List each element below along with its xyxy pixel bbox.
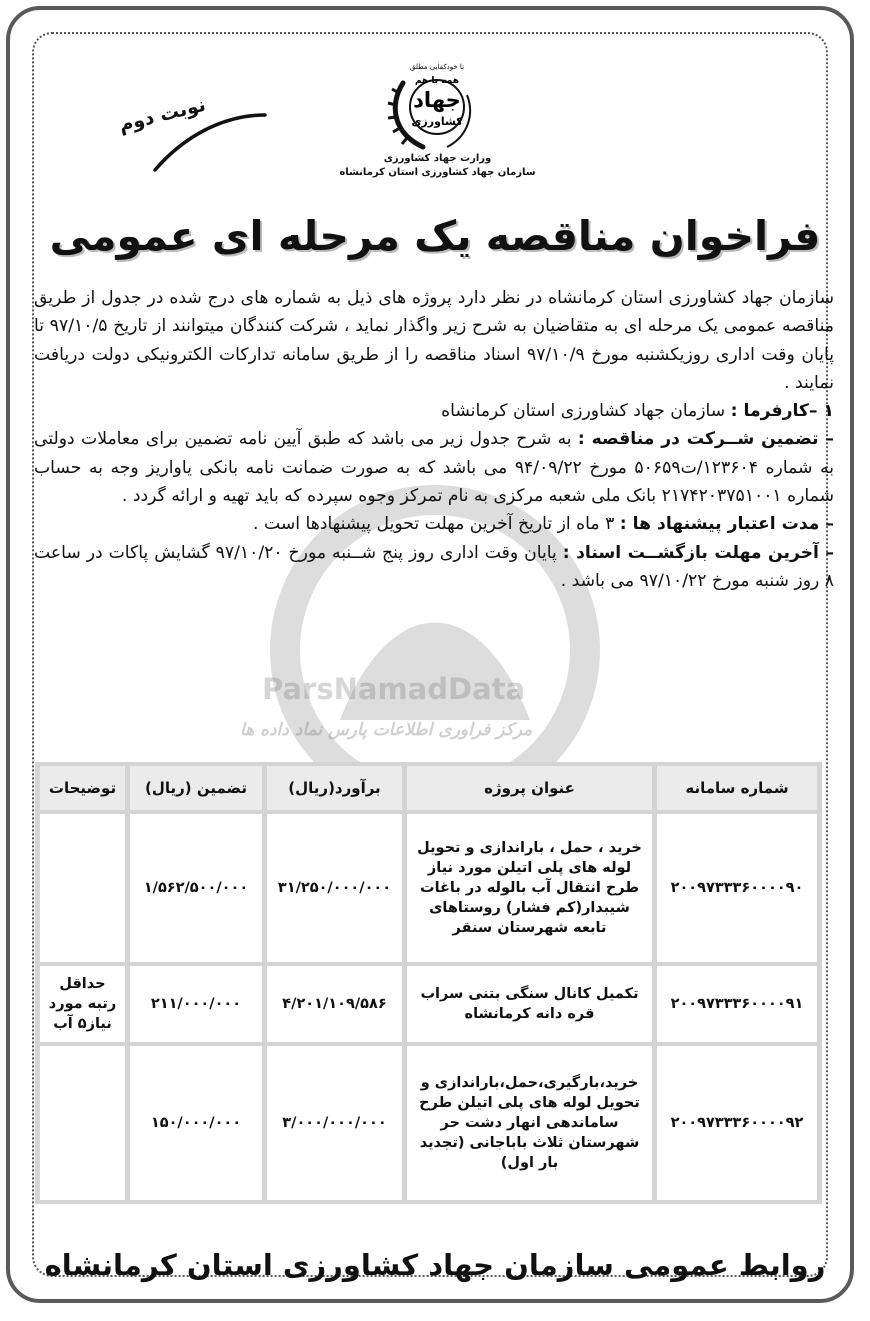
header-number: شماره سامانه <box>657 766 817 810</box>
page-title: فراخوان مناقصه یک مرحله ای عمومی <box>49 212 821 260</box>
logo-top-text: تا خودکفایی مطلق <box>409 63 465 71</box>
cell-guarantee: ۱/۵۶۲/۵۰۰/۰۰۰ <box>130 814 262 962</box>
section-text: سازمان جهاد کشاورزی استان کرمانشاه <box>441 401 731 422</box>
section-validity <box>34 510 834 538</box>
cell-estimate: ۳/۰۰۰/۰۰۰/۰۰۰ <box>267 1046 402 1200</box>
logo-word2: کشاورزی <box>411 115 463 128</box>
cell-number: ۲۰۰۹۷۳۳۳۶۰۰۰۰۹۱ <box>657 966 817 1042</box>
header-title: عنوان پروژه <box>407 766 652 810</box>
note-underline <box>115 85 275 175</box>
section-label: – مدت اعتبار پیشنهاد ها : <box>619 514 834 535</box>
header-estimate: برآورد(ریال) <box>267 766 402 810</box>
tender-table <box>35 762 822 1204</box>
section-label: – آخرین مهلت بازگشــت اسناد : <box>562 542 834 563</box>
cell-number: ۲۰۰۹۷۳۳۳۶۰۰۰۰۹۰ <box>657 814 817 962</box>
section-text: ۳ ماه از تاریخ آخرین مهلت تحویل پیشنهادها است . <box>253 514 620 535</box>
cell-notes <box>40 814 125 962</box>
cell-title: خرید ، حمل ، باراندازی و تحویل لوله های پلی اتیلن مورد نیاز طرح انتقال آب بالوله در باغات شیبدار(کم فشار) روستاهای تابعه شهرستان سنقر <box>407 814 652 962</box>
table-row <box>40 1046 817 1200</box>
header-notes: توضیحات <box>40 766 125 810</box>
announcement-body <box>34 284 834 595</box>
section-text: به شرح جدول زیر می باشد که طبق آیین نامه تضمین برای معاملات دولتی به شماره ۱۲۳۶۰۴/ت۵۰۶۵۹ مورخ ۹۴/۰۹/۲۲ می باشد که به صورت ضمانت نامه بانکی یاواریز وجه به حساب شماره ۲۱۷۴۲۰۳۷۵۱۰۰۱ بانک ملی شعبه مرکزی به نام تمرکز وجوه سپرده که باید تهیه و ارائه گردد . <box>34 429 834 507</box>
table-row <box>40 966 817 1042</box>
cell-estimate: ۳۱/۲۵۰/۰۰۰/۰۰۰ <box>267 814 402 962</box>
intro-paragraph: سازمان جهاد کشاورزی استان کرمانشاه در نظر دارد پروژه های ذیل به شماره های درج شده در جدول از طریق مناقصه عمومی یک مرحله ای به متقاضیان به شرح زیر واگذار نماید ، شرکت کنندگان میتوانند از تاریخ ۹۷/۱۰/۵ تا پایان وقت اداری روزیکشنبه مورخ ۹۷/۱۰/۹ اسناد مناقصه را از طریق سامانه تدارکات الکترونیکی دولت دریافت نمایند . <box>34 288 834 393</box>
watermark-brand: ParsNamadData <box>262 672 526 706</box>
header-guarantee: تضمین (ریال) <box>130 766 262 810</box>
cell-title: تکمیل کانال سنگی بتنی سراب قره دانه کرمانشاه <box>407 966 652 1042</box>
watermark-subtitle: مرکز فراوری اطلاعات پارس نماد داده ها <box>240 720 533 740</box>
organization-name: سازمان جهاد کشاورزی استان کرمانشاه <box>339 167 536 178</box>
cell-guarantee: ۲۱۱/۰۰۰/۰۰۰ <box>130 966 262 1042</box>
section-text: پایان وقت اداری روز پنج شــنبه مورخ ۹۷/۱۰/۲۰ گشایش پاکات در ساعت ۸ روز شنبه مورخ ۹۷/۱۰/۲۲ می باشد . <box>34 542 834 591</box>
cell-number: ۲۰۰۹۷۳۳۳۶۰۰۰۰۹۲ <box>657 1046 817 1200</box>
section-employer <box>34 397 834 425</box>
logo-slogan: همه با هم <box>414 76 460 86</box>
cell-estimate: ۴/۲۰۱/۱۰۹/۵۸۶ <box>267 966 402 1042</box>
section-label: – تضمین شــرکت در مناقصه : <box>577 429 834 450</box>
logo-word: جهاد <box>413 88 461 112</box>
cell-notes: حداقل رتبه مورد نیاز۵ آب <box>40 966 125 1042</box>
section-label: ۱ –کارفرما : <box>730 401 834 422</box>
table-header-row <box>40 766 817 810</box>
logo-caption <box>330 152 545 180</box>
cell-notes <box>40 1046 125 1200</box>
jahad-logo <box>375 55 500 155</box>
table-row <box>40 814 817 962</box>
footer-public-relations: روابط عمومی سازمان جهاد کشاورزی استان کرمانشاه <box>44 1248 826 1282</box>
cell-title: خرید،بارگیری،حمل،باراندازی و تحویل لوله های پلی اتیلن طرح ساماندهی انهار دشت حر شهرستان ثلاث باباجانی (تجدید بار اول) <box>407 1046 652 1200</box>
section-deadline <box>34 539 834 596</box>
round-note: نوبت دوم <box>116 93 208 137</box>
cell-guarantee: ۱۵۰/۰۰۰/۰۰۰ <box>130 1046 262 1200</box>
ministry-name: وزارت جهاد کشاورزی <box>383 153 492 164</box>
section-guarantee <box>34 425 834 510</box>
